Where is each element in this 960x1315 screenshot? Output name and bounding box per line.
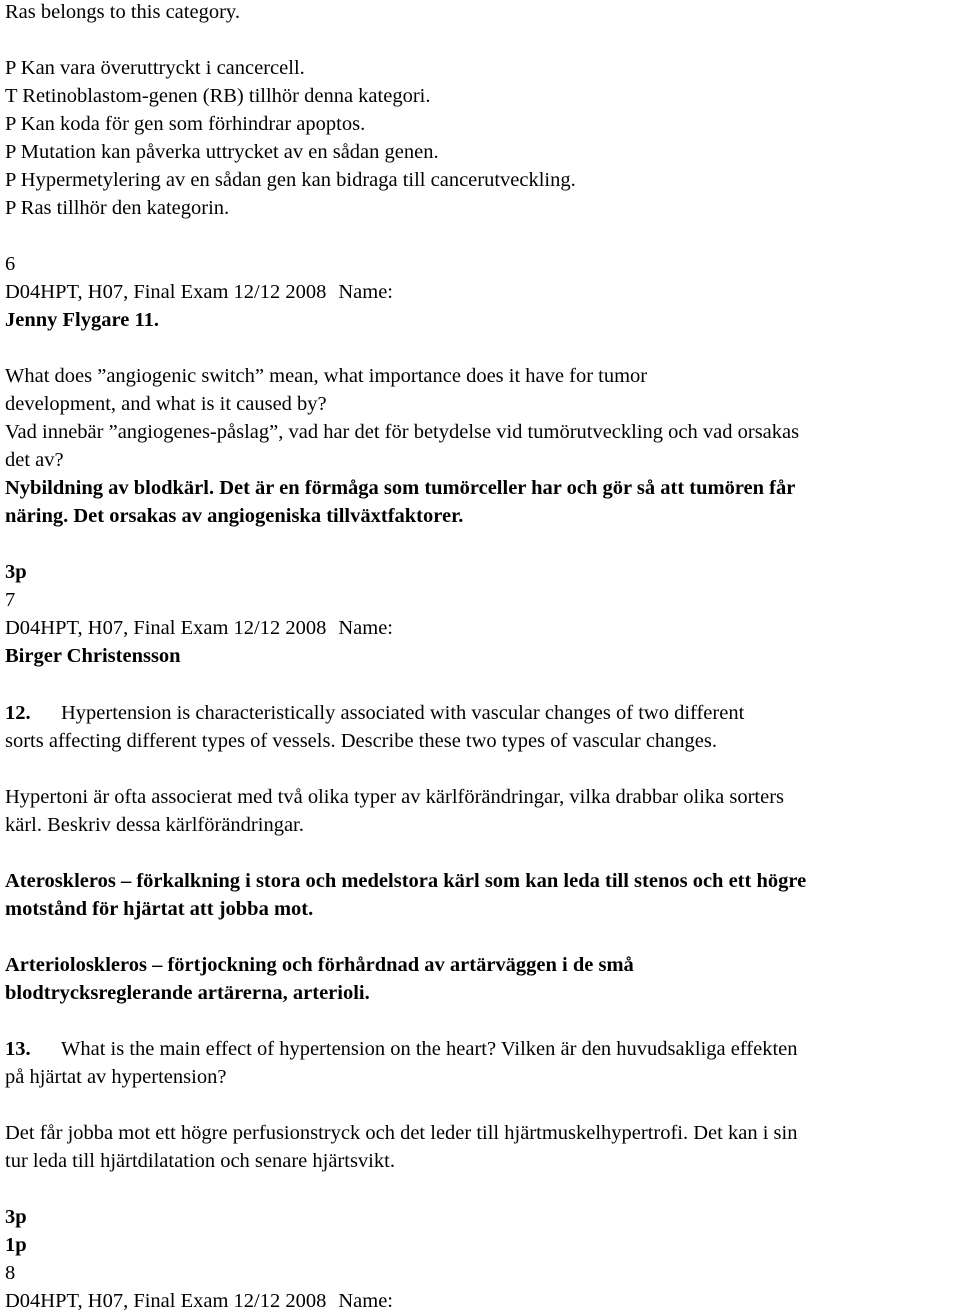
student-name: Birger Christensson: [5, 645, 181, 667]
name-label: Name:: [338, 617, 393, 639]
name-label: Name:: [338, 1290, 393, 1312]
question-en-line: development, and what is it caused by?: [5, 393, 327, 415]
student-name: Jenny Flygare 11.: [5, 309, 159, 331]
question-number: 12.: [5, 702, 31, 724]
points-label: 1p: [5, 1234, 27, 1256]
answer-line: Ateroskleros – förkalkning i stora och medelstora kärl som kan leda till stenos och ett högre: [5, 870, 807, 892]
list-item: P Kan vara överuttryckt i cancercell.: [5, 57, 305, 79]
list-item: T Retinoblastom-genen (RB) tillhör denna kategori.: [5, 85, 431, 107]
exam-title: D04HPT, H07, Final Exam 12/12 2008: [5, 1290, 327, 1312]
answer-line: näring. Det orsakas av angiogeniska tillväxtfaktorer.: [5, 505, 464, 527]
answer-line: tur leda till hjärtdilatation och senare hjärtsvikt.: [5, 1150, 395, 1172]
question-en-line: [5, 701, 744, 725]
exam-title: D04HPT, H07, Final Exam 12/12 2008: [5, 617, 327, 639]
page-number: 6: [5, 253, 16, 275]
answer-line: Nybildning av blodkärl. Det är en förmåga som tumörceller har och gör så att tumören får: [5, 477, 796, 499]
question-sv-line: det av?: [5, 449, 64, 471]
page-number: 7: [5, 589, 16, 611]
answer-line: motstånd för hjärtat att jobba mot.: [5, 898, 314, 920]
question-text: Hypertension is characteristically associated with vascular changes of two different: [61, 702, 745, 724]
question-sv-line: Vad innebär ”angiogenes-påslag”, vad har det för betydelse vid tumörutveckling och vad orsakas: [5, 421, 800, 443]
exam-header: [5, 280, 393, 304]
exam-title: D04HPT, H07, Final Exam 12/12 2008: [5, 281, 327, 303]
list-item: P Hypermetylering av en sådan gen kan bidraga till cancerutveckling.: [5, 169, 576, 191]
question-sv-line: Hypertoni är ofta associerat med två olika typer av kärlförändringar, vilka drabbar olika sorters: [5, 786, 785, 808]
question-text: What is the main effect of hypertension on the heart? Vilken är den huvudsakliga effekten: [61, 1038, 798, 1060]
points-label: 3p: [5, 1206, 27, 1228]
question-number: 13.: [5, 1038, 31, 1060]
answer-line: blodtrycksreglerande artärerna, arterioli.: [5, 982, 370, 1004]
exam-header: [5, 1289, 393, 1313]
answer-line: Arterioloskleros – förtjockning och förhårdnad av artärväggen i de små: [5, 954, 634, 976]
page-number: 8: [5, 1262, 16, 1284]
question-en-line: What does ”angiogenic switch” mean, what importance does it have for tumor: [5, 365, 648, 387]
exam-header: [5, 616, 393, 640]
question-line: på hjärtat av hypertension?: [5, 1066, 227, 1088]
answer-line: Det får jobba mot ett högre perfusionstryck och det leder till hjärtmuskelhypertrofi. Det kan i sin: [5, 1122, 798, 1144]
question-line: [5, 1037, 798, 1061]
list-item: P Kan koda för gen som förhindrar apoptos.: [5, 113, 366, 135]
list-item: P Mutation kan påverka uttrycket av en sådan genen.: [5, 141, 439, 163]
name-label: Name:: [338, 281, 393, 303]
question-sv-line: kärl. Beskriv dessa kärlförändringar.: [5, 814, 304, 836]
question-en-line: sorts affecting different types of vessels. Describe these two types of vascular changes.: [5, 730, 717, 752]
list-item: P Ras tillhör den kategorin.: [5, 197, 230, 219]
intro-line: Ras belongs to this category.: [5, 1, 240, 23]
points-label: 3p: [5, 561, 27, 583]
